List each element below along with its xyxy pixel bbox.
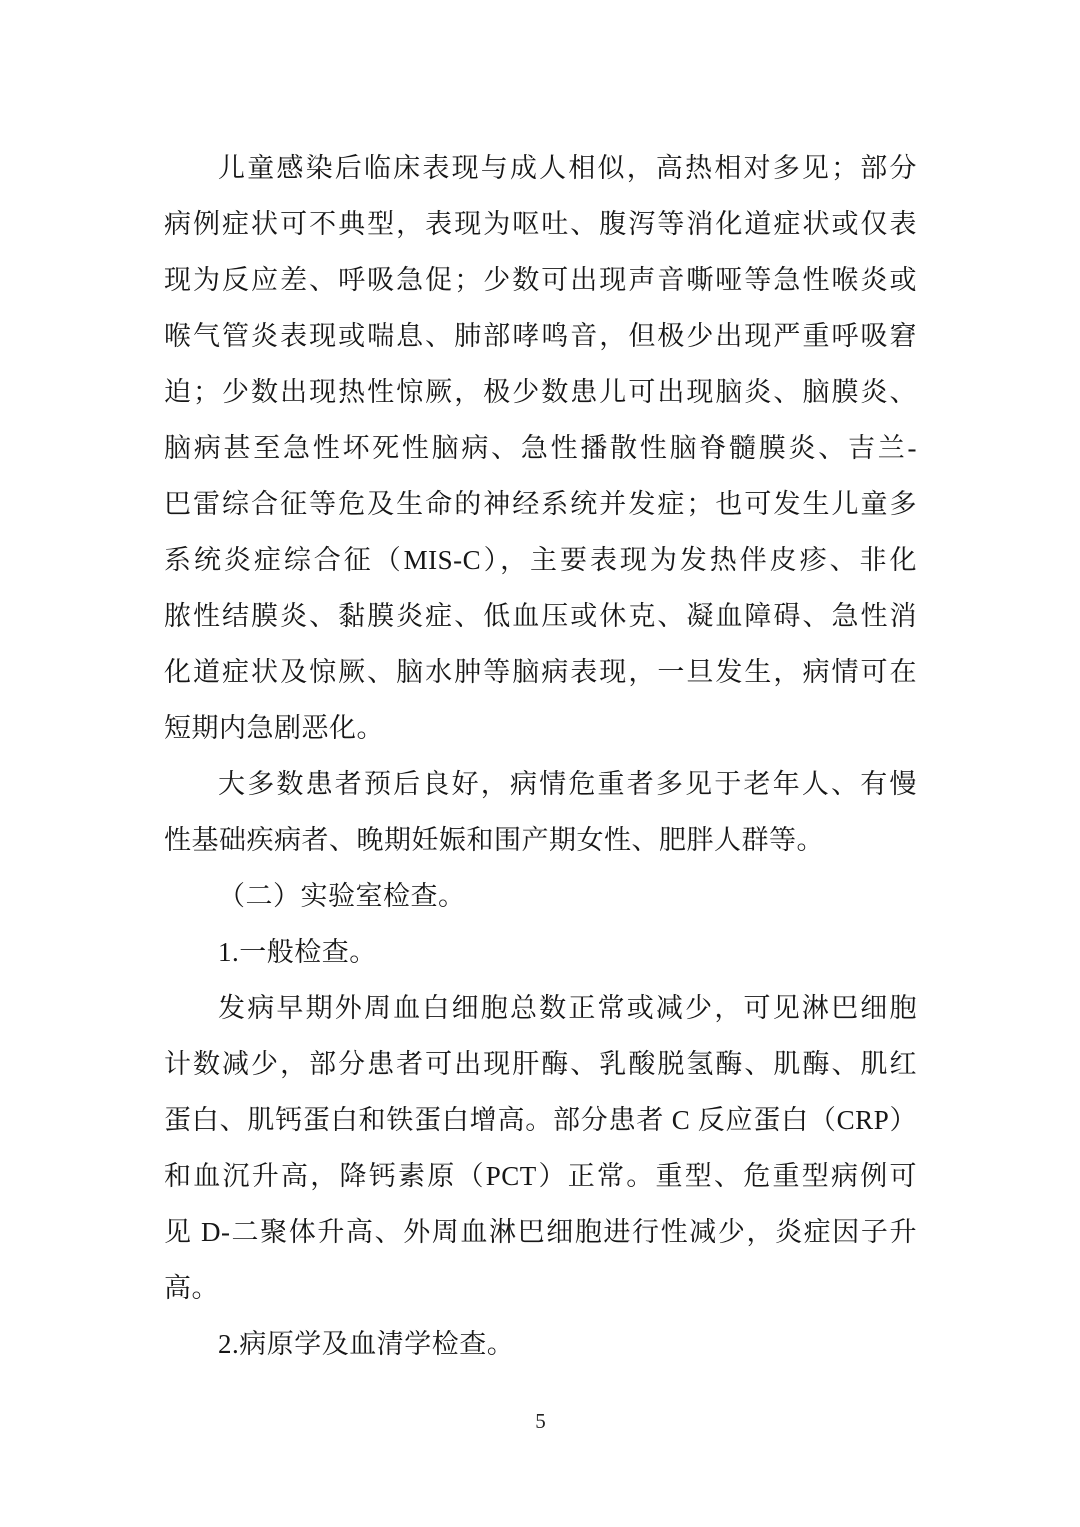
paragraph-children-clinical bbox=[164, 140, 917, 756]
document-body bbox=[164, 140, 917, 1372]
document-line: 巴雷综合征等危及生命的神经系统并发症；也可发生儿童多 bbox=[164, 489, 917, 519]
document-line: 系统炎症综合征（MIS-C），主要表现为发热伴皮疹、非化 bbox=[164, 545, 917, 575]
section-heading-lab-tests: （二）实验室检查。 bbox=[218, 881, 466, 911]
subsection-heading-general-tests: 1.一般检查。 bbox=[218, 937, 377, 967]
document-line: 和血沉升高，降钙素原（PCT）正常。重型、危重型病例可 bbox=[164, 1161, 917, 1191]
document-line: 发病早期外周血白细胞总数正常或减少，可见淋巴细胞 bbox=[218, 993, 917, 1023]
document-line: 计数减少，部分患者可出现肝酶、乳酸脱氢酶、肌酶、肌红 bbox=[164, 1049, 917, 1079]
paragraph-subsection-pathogen-serology bbox=[164, 1316, 917, 1372]
paragraph-prognosis bbox=[164, 756, 917, 868]
paragraph-lab-findings bbox=[164, 980, 917, 1316]
document-line: 脓性结膜炎、黏膜炎症、低血压或休克、凝血障碍、急性消 bbox=[164, 601, 917, 631]
document-line: 性基础疾病者、晚期妊娠和围产期女性、肥胖人群等。 bbox=[164, 825, 824, 855]
document-line: 见 D-二聚体升高、外周血淋巴细胞进行性减少，炎症因子升 bbox=[164, 1217, 917, 1247]
document-line: 病例症状可不典型，表现为呕吐、腹泻等消化道症状或仅表 bbox=[164, 209, 917, 239]
document-line: 儿童感染后临床表现与成人相似，高热相对多见；部分 bbox=[218, 153, 917, 183]
document-line: 大多数患者预后良好，病情危重者多见于老年人、有慢 bbox=[218, 769, 917, 799]
document-line: 现为反应差、呼吸急促；少数可出现声音嘶哑等急性喉炎或 bbox=[164, 265, 917, 295]
document-line: 蛋白、肌钙蛋白和铁蛋白增高。部分患者 C 反应蛋白（CRP） bbox=[164, 1105, 917, 1135]
document-line: 脑病甚至急性坏死性脑病、急性播散性脑脊髓膜炎、吉兰- bbox=[164, 433, 917, 463]
paragraph-section-lab-tests bbox=[164, 868, 917, 924]
page-number: 5 bbox=[535, 1409, 546, 1433]
document-line: 高。 bbox=[164, 1273, 219, 1303]
document-line: 短期内急剧恶化。 bbox=[164, 713, 384, 743]
paragraph-subsection-general-tests bbox=[164, 924, 917, 980]
document-line: 喉气管炎表现或喘息、肺部哮鸣音，但极少出现严重呼吸窘 bbox=[164, 321, 917, 351]
subsection-heading-pathogen-serology: 2.病原学及血清学检查。 bbox=[218, 1329, 515, 1359]
document-line: 迫；少数出现热性惊厥，极少数患儿可出现脑炎、脑膜炎、 bbox=[164, 377, 917, 407]
document-line: 化道症状及惊厥、脑水肿等脑病表现，一旦发生，病情可在 bbox=[164, 657, 917, 687]
